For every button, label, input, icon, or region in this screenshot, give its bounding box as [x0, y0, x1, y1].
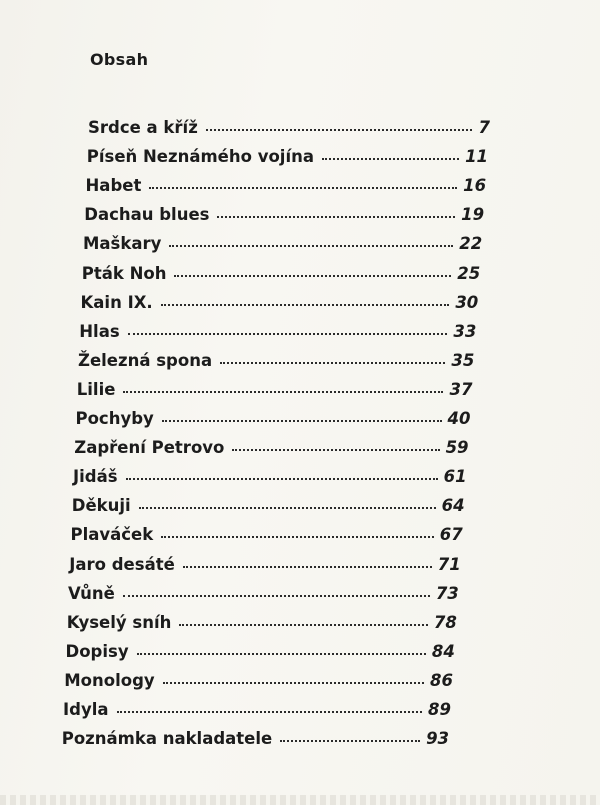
toc-entry-page-number: 84 — [431, 641, 455, 661]
toc-leader-dots — [139, 507, 436, 509]
toc-entry-title: Zapření Petrovo — [74, 438, 225, 458]
toc-entry-title: Kyselý sníh — [66, 612, 172, 632]
toc-leader-dots — [162, 420, 442, 422]
toc-entry-page-number: 7 — [478, 118, 490, 137]
toc-leader-dots — [232, 449, 439, 451]
toc-entry-title: Dopisy — [65, 641, 129, 661]
toc-entry-title: Srdce a kříž — [88, 118, 198, 137]
toc-entry-page-number: 86 — [429, 670, 453, 690]
toc-entry-title: Píseň Neznámého vojína — [86, 147, 314, 167]
toc-entry-title: Hlas — [79, 321, 120, 341]
toc-entry-page-number: 11 — [465, 147, 489, 167]
page-title: Obsah — [90, 50, 149, 69]
toc-entry — [64, 671, 453, 691]
toc-entry-title: Plaváček — [70, 525, 154, 545]
toc-entry-page-number: 89 — [428, 700, 451, 719]
toc-entry-page-number: 22 — [459, 234, 483, 254]
toc-entry-page-number: 78 — [433, 612, 457, 632]
toc-entry — [69, 555, 461, 575]
toc-entry — [74, 438, 468, 458]
toc-entry-title: Lilie — [76, 379, 116, 399]
toc-leader-dots — [169, 245, 453, 247]
toc-entry-page-number: 35 — [451, 350, 475, 370]
toc-entry-title: Maškary — [83, 234, 162, 254]
toc-entry — [83, 234, 482, 254]
toc-entry — [87, 147, 488, 167]
toc-entry — [71, 525, 463, 545]
toc-entry-title: Vůně — [68, 583, 115, 603]
toc-entry — [73, 467, 467, 487]
toc-entry — [68, 584, 459, 604]
toc-entry — [76, 409, 471, 429]
toc-leader-dots — [183, 566, 432, 568]
toc-entry-title: Železná spona — [78, 350, 213, 370]
toc-leader-dots — [206, 129, 472, 131]
toc-entry-title: Idyla — [63, 700, 109, 719]
toc-leader-dots — [322, 158, 459, 160]
toc-leader-dots — [123, 595, 430, 597]
toc-leader-dots — [126, 478, 438, 480]
toc-entry-title: Jidáš — [73, 467, 118, 487]
toc-entry-title: Habet — [85, 176, 142, 196]
toc-entry — [63, 700, 451, 720]
toc-entry-page-number: 33 — [453, 321, 477, 341]
toc-leader-dots — [128, 333, 448, 335]
toc-entry-title: Děkuji — [71, 496, 131, 516]
toc-entry — [78, 351, 474, 371]
toc-entry-title: Monology — [64, 670, 155, 690]
toc-entry — [66, 642, 455, 662]
toc-leader-dots — [163, 682, 424, 684]
toc-leader-dots — [220, 362, 445, 364]
toc-entry-title: Kain IX. — [80, 292, 153, 312]
toc-entry — [79, 322, 476, 342]
toc-leader-dots — [137, 653, 426, 655]
toc-entry — [81, 293, 479, 313]
toc-entry-page-number: 64 — [441, 496, 465, 516]
toc-entry-title: Jaro desáté — [69, 554, 175, 574]
toc-entry — [67, 613, 457, 633]
toc-entry-page-number: 61 — [443, 467, 467, 487]
toc-entry-title: Pochyby — [75, 409, 154, 428]
toc-entry-page-number: 40 — [447, 409, 471, 428]
toc-entry — [82, 264, 481, 284]
toc-leader-dots — [161, 536, 434, 538]
toc-entry-page-number: 71 — [437, 554, 461, 574]
toc-leader-dots — [161, 304, 450, 306]
toc-entry-title: Pták Noh — [81, 263, 167, 283]
toc-entry-page-number: 30 — [455, 292, 479, 312]
toc-entry-page-number: 59 — [445, 438, 469, 458]
toc-entry-page-number: 37 — [449, 379, 473, 399]
toc-entry — [77, 380, 473, 400]
toc-leader-dots — [280, 740, 420, 742]
toc-entry-page-number: 67 — [439, 525, 463, 545]
toc-leader-dots — [117, 711, 423, 713]
toc-entry — [72, 496, 465, 516]
toc-entry-title: Poznámka nakladatele — [61, 729, 273, 749]
toc-leader-dots — [149, 187, 457, 189]
toc-leader-dots — [174, 275, 451, 277]
toc-entry-page-number: 19 — [461, 205, 485, 225]
toc-entry-page-number: 93 — [426, 729, 450, 749]
toc-entry — [86, 176, 487, 196]
toc-entry-page-number: 25 — [457, 263, 481, 283]
toc-entry — [88, 118, 490, 138]
toc-entry-title: Dachau blues — [84, 205, 210, 225]
toc-entry — [84, 205, 484, 225]
toc-entry — [62, 729, 449, 749]
toc-leader-dots — [179, 624, 428, 626]
toc-entry-page-number: 16 — [463, 176, 487, 196]
page-edge — [0, 795, 600, 805]
toc-entry-page-number: 73 — [435, 583, 459, 603]
toc-leader-dots — [217, 216, 455, 218]
toc-leader-dots — [123, 391, 443, 393]
